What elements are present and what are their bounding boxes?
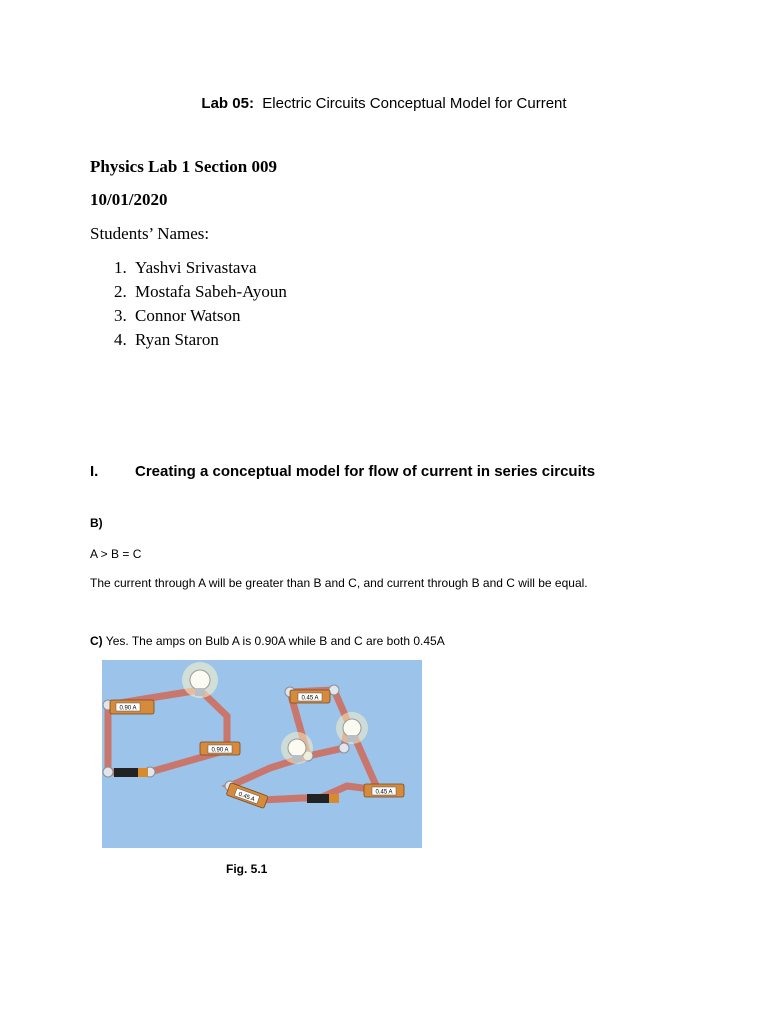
lab-title — [0, 95, 768, 112]
part-b-label: B) — [90, 516, 103, 530]
section-heading — [90, 463, 595, 480]
students-label: Students’ Names: — [90, 224, 210, 243]
part-c-paragraph — [90, 634, 445, 648]
student-item: 2. Mostafa Sabeh-Ayoun — [114, 282, 287, 301]
student-item: 4. Ryan Staron — [114, 330, 219, 349]
ammeter-reading: 0.45 A — [301, 695, 319, 702]
circuit-figure — [102, 660, 422, 848]
circuit-diagram — [102, 660, 422, 848]
ammeter-4 — [364, 784, 404, 797]
ammeter-2 — [200, 742, 240, 755]
ammeter-1 — [110, 700, 154, 714]
date-heading: 10/01/2020 — [90, 190, 168, 209]
ammeter-reading: 0.90 A — [119, 705, 137, 712]
ammeter-reading: 0.90 A — [211, 747, 229, 754]
lab-title-text: Electric Circuits Conceptual Model for Current — [262, 95, 567, 112]
figure-background — [102, 660, 422, 848]
ammeter-3 — [290, 690, 330, 703]
part-b-explanation: The current through A will be greater than B and C, and current through B and C will be equal. — [90, 576, 588, 590]
figure-caption: Fig. 5.1 — [226, 862, 268, 876]
part-b-relation: A > B = C — [90, 547, 142, 561]
part-c-text: Yes. The amps on Bulb A is 0.90A while B and C are both 0.45A — [105, 634, 445, 648]
course-heading: Physics Lab 1 Section 009 — [90, 157, 278, 176]
section-number: I. — [90, 463, 99, 480]
student-item: 1. Yashvi Srivastava — [114, 258, 257, 277]
part-c-label: C) — [90, 634, 103, 648]
section-title: Creating a conceptual model for flow of current in series circuits — [135, 463, 596, 480]
ammeter-reading: 0.45 A — [375, 789, 393, 796]
student-item: 3. Connor Watson — [114, 306, 241, 325]
ammeter-reading: 0.45 A — [237, 791, 256, 804]
lab-title-prefix: Lab 05: — [201, 95, 254, 112]
students-list — [114, 256, 287, 352]
